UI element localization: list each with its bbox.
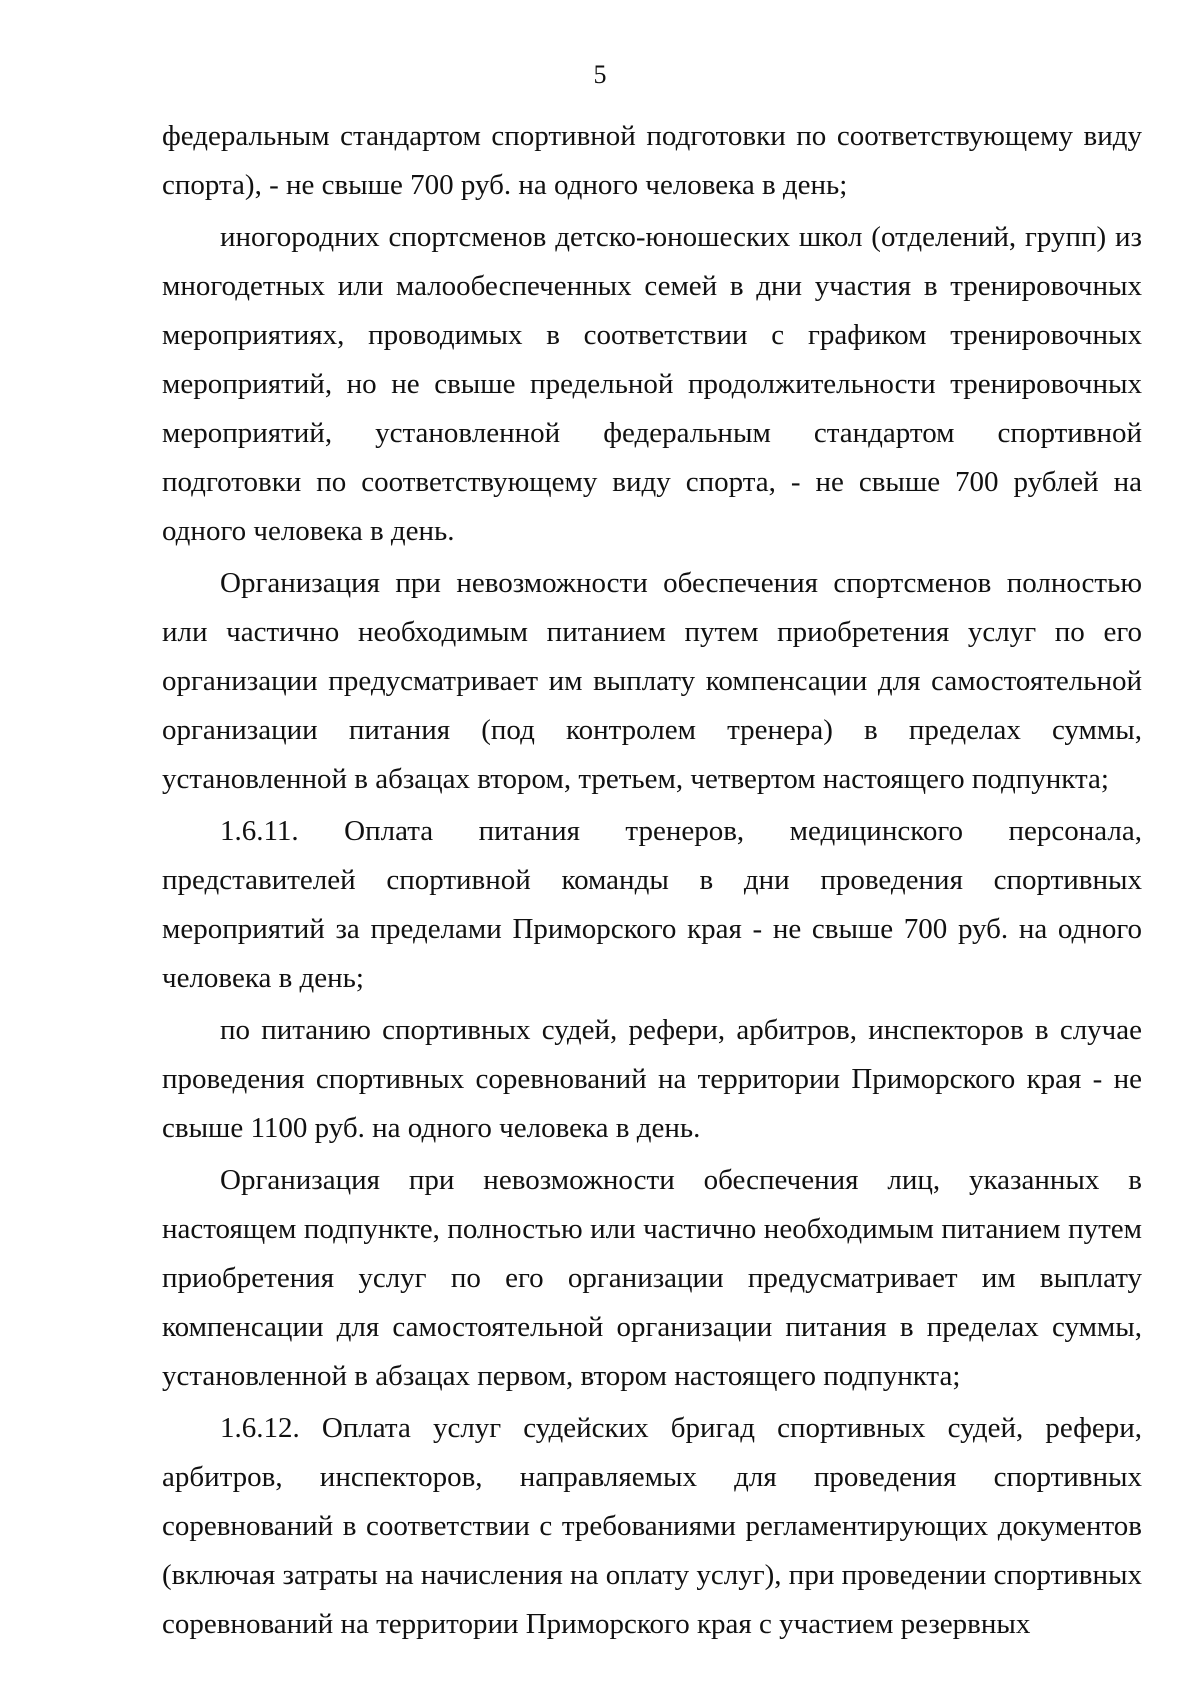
document-body — [162, 112, 1142, 1652]
paragraph-item-1-6-12: 1.6.12. Оплата услуг судейских бригад спортивных судей, рефери, арбитров, инспекторов, направляемых для проведения спортивных соревнований в соответствии с требованиями регламентирующих документов (включая затраты на начисления на оплату услуг), при проведении спортивных соревнований на территории Приморского края с участием резервных — [162, 1412, 1142, 1640]
paragraph-referees-meals: по питанию спортивных судей, рефери, арбитров, инспекторов в случае проведения спортивных соревнований на территории Приморского края - не свыше 1100 руб. на одного человека в день. — [162, 1014, 1142, 1144]
page-number: 5 — [593, 60, 607, 89]
paragraph-athletes-compensation: Организация при невозможности обеспечения спортсменов полностью или частично необходимым питанием путем приобретения услуг по его организации предусматривает им выплату компенсации для самостоятельной организации питания (под контролем тренера) в пределах суммы, установленной в абзацах втором, третьем, четвертом настоящего подпункта; — [162, 567, 1142, 795]
paragraph-item-1-6-11: 1.6.11. Оплата питания тренеров, медицинского персонала, представителей спортивной команды в дни проведения спортивных мероприятий за пределами Приморского края - не свыше 700 руб. на одного человека в день; — [162, 815, 1142, 994]
paragraph-continuation: федеральным стандартом спортивной подготовки по соответствующему виду спорта), - не свыше 700 руб. на одного человека в день; — [162, 120, 1142, 201]
paragraph-nonresident-athletes: иногородних спортсменов детско-юношеских школ (отделений, групп) из многодетных или малообеспеченных семей в дни участия в тренировочных мероприятиях, проводимых в соответствии с графиком тренировочных мероприятий, но не свыше предельной продолжительности тренировочных мероприятий, установленной федеральным стандартом спортивной подготовки по соответствующему виду спорта, - не свыше 700 рублей на одного человека в день. — [162, 221, 1142, 547]
paragraph-persons-compensation: Организация при невозможности обеспечения лиц, указанных в настоящем подпункте, полностью или частично необходимым питанием путем приобретения услуг по его организации предусматривает им выплату компенсации для самостоятельной организации питания в пределах суммы, установленной в абзацах первом, втором настоящего подпункта; — [162, 1164, 1142, 1392]
